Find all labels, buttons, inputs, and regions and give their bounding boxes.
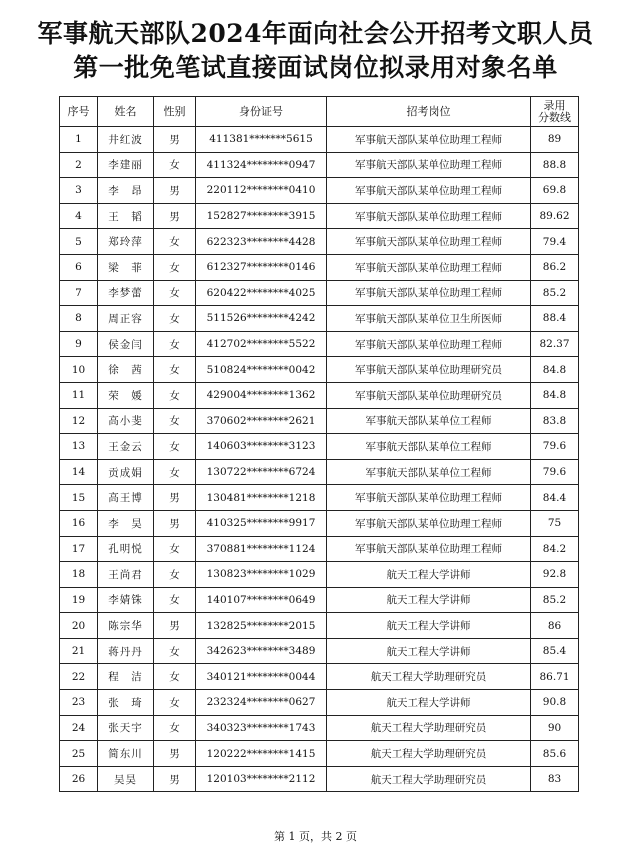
cell-id-number: 132825********2015 <box>196 613 327 639</box>
cell-index: 24 <box>60 715 98 741</box>
table-row <box>60 331 579 357</box>
cell-gender: 女 <box>154 408 196 434</box>
cell-index: 6 <box>60 254 98 280</box>
cell-id-number: 120222********1415 <box>196 741 327 767</box>
cell-name: 徐 茜 <box>98 357 154 383</box>
cell-score: 83 <box>531 766 579 792</box>
cell-index: 1 <box>60 127 98 153</box>
table-row <box>60 306 579 332</box>
cell-position: 航天工程大学讲师 <box>327 613 531 639</box>
table-row <box>60 459 579 485</box>
cell-name: 张天宇 <box>98 715 154 741</box>
cell-position: 军事航天部队某单位卫生所医师 <box>327 306 531 332</box>
header-score-line: 录用 分数线 <box>531 97 579 127</box>
cell-position: 军事航天部队某单位工程师 <box>327 434 531 460</box>
cell-gender: 女 <box>154 459 196 485</box>
cell-id-number: 620422********4025 <box>196 280 327 306</box>
cell-index: 22 <box>60 664 98 690</box>
cell-score: 88.4 <box>531 306 579 332</box>
cell-score: 85.2 <box>531 587 579 613</box>
cell-gender: 女 <box>154 690 196 716</box>
cell-score: 90 <box>531 715 579 741</box>
cell-id-number: 429004********1362 <box>196 382 327 408</box>
cell-index: 23 <box>60 690 98 716</box>
cell-name: 简东川 <box>98 741 154 767</box>
cell-gender: 男 <box>154 766 196 792</box>
cell-gender: 男 <box>154 613 196 639</box>
cell-index: 19 <box>60 587 98 613</box>
cell-gender: 女 <box>154 587 196 613</box>
cell-index: 11 <box>60 382 98 408</box>
cell-gender: 女 <box>154 357 196 383</box>
cell-position: 航天工程大学讲师 <box>327 638 531 664</box>
cell-position: 军事航天部队某单位助理工程师 <box>327 254 531 280</box>
table-row <box>60 127 579 153</box>
cell-index: 4 <box>60 203 98 229</box>
cell-gender: 男 <box>154 127 196 153</box>
table-row <box>60 562 579 588</box>
cell-index: 25 <box>60 741 98 767</box>
cell-gender: 女 <box>154 382 196 408</box>
cell-id-number: 411381*******5615 <box>196 127 327 153</box>
cell-index: 10 <box>60 357 98 383</box>
cell-name: 高王博 <box>98 485 154 511</box>
cell-name: 张 琦 <box>98 690 154 716</box>
cell-score: 92.8 <box>531 562 579 588</box>
cell-index: 2 <box>60 152 98 178</box>
table-row <box>60 587 579 613</box>
cell-score: 84.8 <box>531 382 579 408</box>
cell-position: 航天工程大学讲师 <box>327 562 531 588</box>
cell-index: 15 <box>60 485 98 511</box>
table-row <box>60 613 579 639</box>
table-row <box>60 510 579 536</box>
cell-score: 86 <box>531 613 579 639</box>
cell-name: 井红波 <box>98 127 154 153</box>
table-row <box>60 229 579 255</box>
cell-id-number: 412702********5522 <box>196 331 327 357</box>
cell-id-number: 370602********2621 <box>196 408 327 434</box>
cell-name: 周正容 <box>98 306 154 332</box>
cell-gender: 男 <box>154 485 196 511</box>
cell-position: 航天工程大学助理研究员 <box>327 664 531 690</box>
cell-gender: 女 <box>154 152 196 178</box>
cell-id-number: 340323********1743 <box>196 715 327 741</box>
cell-id-number: 220112********0410 <box>196 178 327 204</box>
table-row <box>60 178 579 204</box>
document-title-line-1: 军事航天部队2024年面向社会公开招考文职人员 <box>37 19 594 48</box>
table-row <box>60 382 579 408</box>
cell-index: 21 <box>60 638 98 664</box>
cell-score: 88.8 <box>531 152 579 178</box>
cell-position: 军事航天部队某单位助理工程师 <box>327 203 531 229</box>
cell-name: 王 韬 <box>98 203 154 229</box>
cell-score: 84.4 <box>531 485 579 511</box>
table-row <box>60 357 579 383</box>
cell-name: 梁 菲 <box>98 254 154 280</box>
cell-gender: 男 <box>154 510 196 536</box>
cell-name: 孔明悦 <box>98 536 154 562</box>
cell-index: 18 <box>60 562 98 588</box>
cell-gender: 女 <box>154 638 196 664</box>
cell-id-number: 120103********2112 <box>196 766 327 792</box>
table-row <box>60 152 579 178</box>
cell-id-number: 510824********0042 <box>196 357 327 383</box>
document-title-line-2: 第一批免笔试直接面试岗位拟录用对象名单 <box>73 53 558 82</box>
cell-score: 83.8 <box>531 408 579 434</box>
cell-index: 17 <box>60 536 98 562</box>
table-row <box>60 485 579 511</box>
cell-score: 75 <box>531 510 579 536</box>
candidate-table <box>59 96 579 792</box>
cell-score: 79.4 <box>531 229 579 255</box>
table-row <box>60 280 579 306</box>
cell-position: 军事航天部队某单位工程师 <box>327 459 531 485</box>
cell-id-number: 511526********4242 <box>196 306 327 332</box>
cell-position: 军事航天部队某单位助理研究员 <box>327 357 531 383</box>
cell-index: 3 <box>60 178 98 204</box>
cell-name: 李建丽 <box>98 152 154 178</box>
cell-position: 军事航天部队某单位助理工程师 <box>327 178 531 204</box>
cell-gender: 女 <box>154 434 196 460</box>
table-row <box>60 690 579 716</box>
cell-position: 军事航天部队某单位助理工程师 <box>327 152 531 178</box>
cell-gender: 男 <box>154 741 196 767</box>
cell-name: 李梦蕾 <box>98 280 154 306</box>
cell-score: 79.6 <box>531 434 579 460</box>
cell-id-number: 340121********0044 <box>196 664 327 690</box>
cell-index: 14 <box>60 459 98 485</box>
cell-id-number: 130722********6724 <box>196 459 327 485</box>
cell-id-number: 342623********3489 <box>196 638 327 664</box>
cell-index: 8 <box>60 306 98 332</box>
cell-gender: 男 <box>154 203 196 229</box>
cell-id-number: 130481********1218 <box>196 485 327 511</box>
cell-score: 85.6 <box>531 741 579 767</box>
table-row <box>60 766 579 792</box>
cell-name: 王金云 <box>98 434 154 460</box>
cell-position: 航天工程大学讲师 <box>327 690 531 716</box>
cell-position: 军事航天部队某单位助理研究员 <box>327 382 531 408</box>
cell-gender: 男 <box>154 178 196 204</box>
cell-score: 84.8 <box>531 357 579 383</box>
cell-index: 26 <box>60 766 98 792</box>
cell-id-number: 140603********3123 <box>196 434 327 460</box>
cell-position: 军事航天部队某单位助理工程师 <box>327 280 531 306</box>
page-footer: 第 1 页，共 2 页 <box>274 830 357 843</box>
cell-name: 贡成娟 <box>98 459 154 485</box>
cell-name: 李 昊 <box>98 510 154 536</box>
cell-gender: 女 <box>154 280 196 306</box>
cell-position: 航天工程大学讲师 <box>327 587 531 613</box>
table-row <box>60 715 579 741</box>
table-row <box>60 536 579 562</box>
table-row <box>60 408 579 434</box>
cell-id-number: 411324********0947 <box>196 152 327 178</box>
cell-index: 9 <box>60 331 98 357</box>
cell-gender: 女 <box>154 306 196 332</box>
cell-position: 航天工程大学助理研究员 <box>327 741 531 767</box>
table-body <box>60 127 579 792</box>
cell-index: 16 <box>60 510 98 536</box>
cell-name: 侯金闫 <box>98 331 154 357</box>
header-gender: 性别 <box>154 97 196 127</box>
cell-score: 86.71 <box>531 664 579 690</box>
header-position: 招考岗位 <box>327 97 531 127</box>
cell-name: 蒋丹丹 <box>98 638 154 664</box>
cell-score: 84.2 <box>531 536 579 562</box>
table-header-row <box>60 97 579 127</box>
cell-id-number: 622323********4428 <box>196 229 327 255</box>
cell-id-number: 232324********0627 <box>196 690 327 716</box>
cell-position: 军事航天部队某单位助理工程师 <box>327 510 531 536</box>
table-row <box>60 254 579 280</box>
table-row <box>60 434 579 460</box>
cell-name: 王尚君 <box>98 562 154 588</box>
cell-score: 85.4 <box>531 638 579 664</box>
cell-score: 69.8 <box>531 178 579 204</box>
cell-gender: 女 <box>154 331 196 357</box>
header-name: 姓名 <box>98 97 154 127</box>
cell-gender: 女 <box>154 536 196 562</box>
cell-id-number: 370881********1124 <box>196 536 327 562</box>
cell-id-number: 612327********0146 <box>196 254 327 280</box>
cell-score: 85.2 <box>531 280 579 306</box>
cell-name: 程 洁 <box>98 664 154 690</box>
cell-name: 李婧铢 <box>98 587 154 613</box>
cell-position: 军事航天部队某单位助理工程师 <box>327 536 531 562</box>
cell-name: 郑玲萍 <box>98 229 154 255</box>
cell-name: 吴昊 <box>98 766 154 792</box>
cell-gender: 女 <box>154 664 196 690</box>
cell-score: 89.62 <box>531 203 579 229</box>
cell-id-number: 130823********1029 <box>196 562 327 588</box>
header-index: 序号 <box>60 97 98 127</box>
cell-gender: 女 <box>154 715 196 741</box>
cell-index: 5 <box>60 229 98 255</box>
cell-id-number: 152827********3915 <box>196 203 327 229</box>
cell-position: 军事航天部队某单位助理工程师 <box>327 229 531 255</box>
table-row <box>60 664 579 690</box>
cell-score: 89 <box>531 127 579 153</box>
cell-position: 军事航天部队某单位助理工程师 <box>327 127 531 153</box>
cell-name: 李 昂 <box>98 178 154 204</box>
cell-score: 79.6 <box>531 459 579 485</box>
cell-id-number: 140107********0649 <box>196 587 327 613</box>
cell-gender: 女 <box>154 562 196 588</box>
cell-position: 军事航天部队某单位助理工程师 <box>327 331 531 357</box>
cell-position: 军事航天部队某单位助理工程师 <box>327 485 531 511</box>
cell-name: 高小斐 <box>98 408 154 434</box>
table-row <box>60 203 579 229</box>
header-id-number: 身份证号 <box>196 97 327 127</box>
cell-gender: 女 <box>154 254 196 280</box>
table-row <box>60 638 579 664</box>
cell-score: 86.2 <box>531 254 579 280</box>
cell-position: 航天工程大学助理研究员 <box>327 715 531 741</box>
cell-name: 陈宗华 <box>98 613 154 639</box>
cell-index: 20 <box>60 613 98 639</box>
cell-index: 13 <box>60 434 98 460</box>
table-row <box>60 741 579 767</box>
cell-gender: 女 <box>154 229 196 255</box>
cell-name: 荣 媛 <box>98 382 154 408</box>
cell-score: 82.37 <box>531 331 579 357</box>
cell-position: 航天工程大学助理研究员 <box>327 766 531 792</box>
cell-index: 7 <box>60 280 98 306</box>
cell-position: 军事航天部队某单位工程师 <box>327 408 531 434</box>
cell-score: 90.8 <box>531 690 579 716</box>
cell-index: 12 <box>60 408 98 434</box>
cell-id-number: 410325********9917 <box>196 510 327 536</box>
